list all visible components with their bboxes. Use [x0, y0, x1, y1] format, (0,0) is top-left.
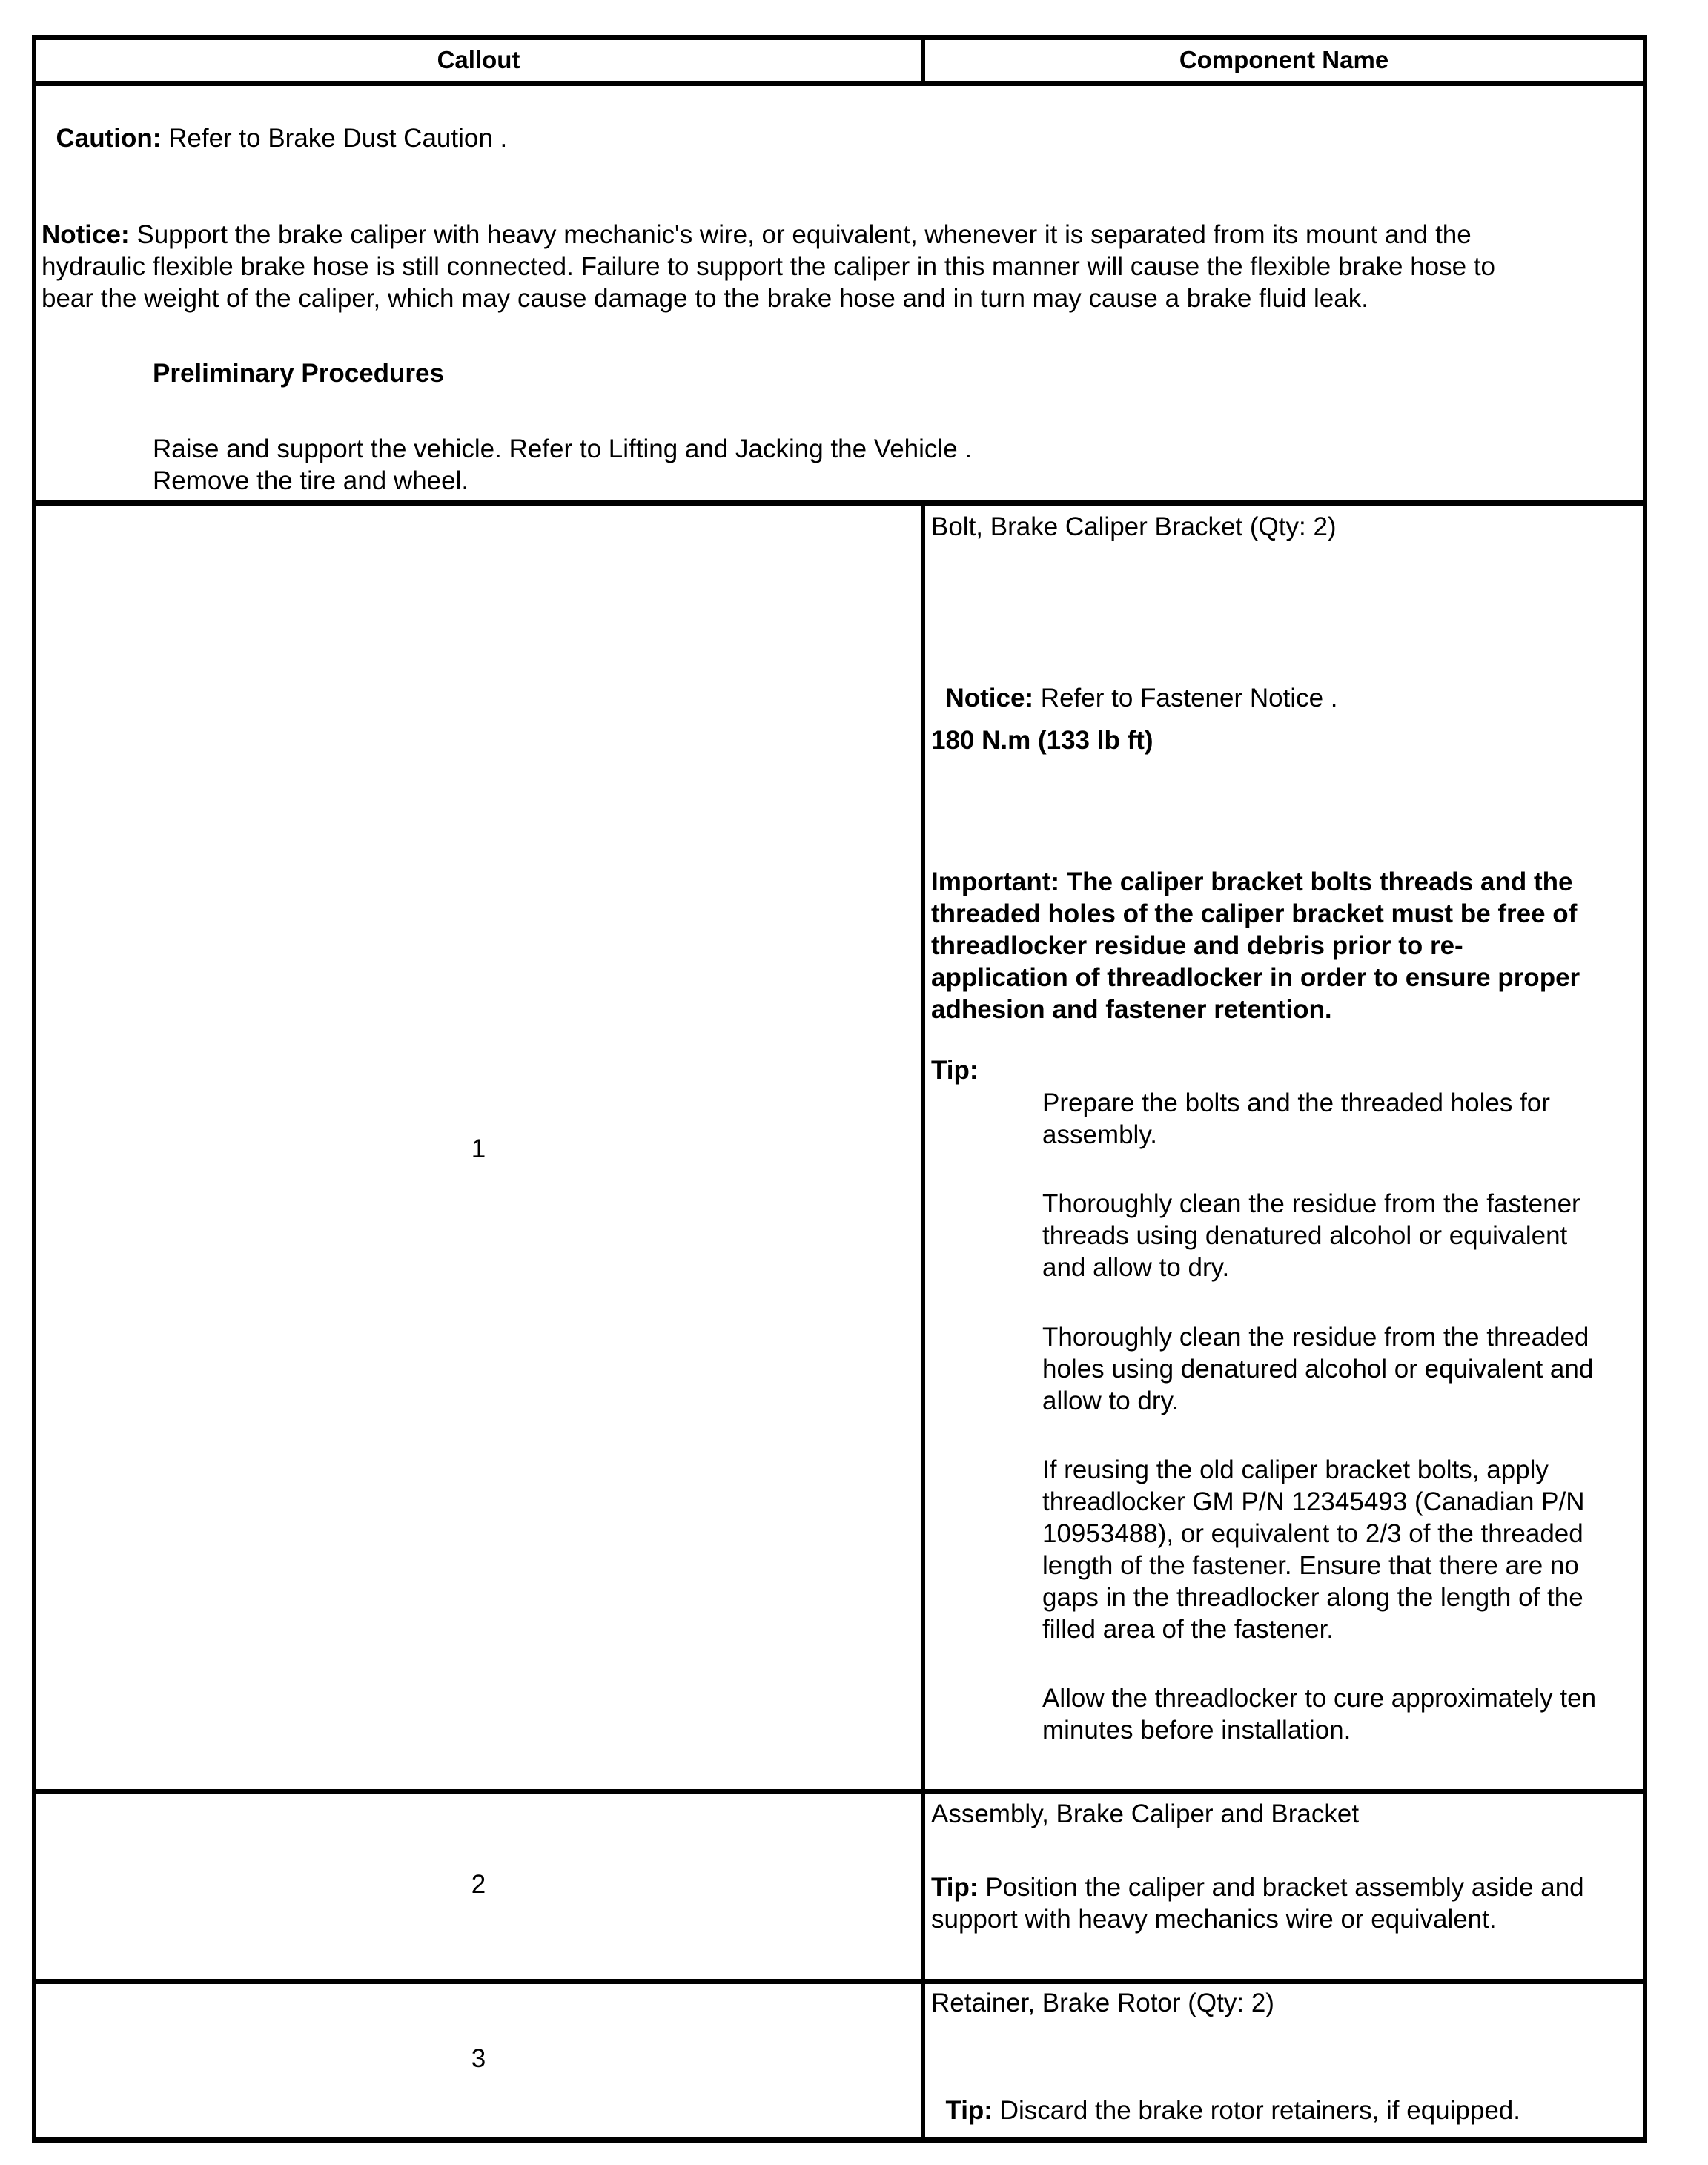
- intro-notice-line: hydraulic flexible brake hose is still connected. Failure to support the caliper in this manner will cause the flexible brake hose to: [42, 252, 1496, 281]
- tip-line: filled area of the fastener.: [1042, 1615, 1334, 1644]
- tip-line: threads using denatured alcohol or equivalent: [1042, 1221, 1568, 1250]
- torque-spec: 180 N.m (133 lb ft): [931, 726, 1153, 755]
- tip-item: [1042, 1682, 1596, 1746]
- caution-line: [42, 90, 507, 154]
- tip-line: Prepare the bolts and the threaded holes for: [1042, 1088, 1550, 1117]
- caution-text: Refer to Brake Dust Caution .: [161, 124, 508, 153]
- row-1-bottom-border: [32, 1789, 1647, 1794]
- tip-line: holes using denatured alcohol or equivalent and: [1042, 1355, 1594, 1384]
- tip-line: gaps in the threadlocker along the length of the: [1042, 1583, 1583, 1612]
- component-name-1: Bolt, Brake Caliper Bracket (Qty: 2): [931, 512, 1337, 541]
- table-left-border: [32, 35, 36, 2143]
- tip-line: support with heavy mechanics wire or equivalent.: [931, 1905, 1497, 1934]
- column-divider-body: [921, 500, 925, 2143]
- intro-notice-line: bear the weight of the caliper, which may cause damage to the brake hose and in turn may cause a brake fluid leak.: [42, 284, 1368, 313]
- header-callout: Callout: [437, 46, 520, 73]
- row1-notice-label: Notice:: [945, 684, 1034, 713]
- header-bottom-border: [32, 81, 1647, 86]
- tip-line: threadlocker GM P/N 12345493 (Canadian P/N: [1042, 1487, 1585, 1516]
- preliminary-steps: [153, 433, 972, 497]
- row1-tip-label: Tip:: [931, 1056, 979, 1085]
- preliminary-step: Remove the tire and wheel.: [153, 466, 469, 495]
- tip-line: 10953488), or equivalent to 2/3 of the threaded: [1042, 1519, 1583, 1548]
- row1-notice: [931, 650, 1338, 714]
- tip-line: allow to dry.: [1042, 1386, 1179, 1415]
- intro-notice-label: Notice:: [42, 220, 130, 249]
- tip-line: Thoroughly clean the residue from the threaded: [1042, 1323, 1589, 1352]
- important-note: [931, 866, 1580, 1025]
- tip-line: Thoroughly clean the residue from the fastener: [1042, 1189, 1580, 1218]
- table-top-border: [32, 35, 1647, 40]
- tip-item: [1042, 1454, 1585, 1645]
- important-line: threaded holes of the caliper bracket must be free of: [931, 899, 1578, 928]
- tip-line: Allow the threadlocker to cure approximately ten: [1042, 1684, 1597, 1713]
- header-component-name: Component Name: [1179, 46, 1389, 73]
- row2-tip: [931, 1871, 1584, 1935]
- row-2-bottom-border: [32, 1979, 1647, 1984]
- caution-label: Caution:: [56, 124, 162, 153]
- tip-line: length of the fastener. Ensure that there are no: [1042, 1551, 1579, 1580]
- intro-notice-line: Support the brake caliper with heavy mechanic's wire, or equivalent, whenever it is separated from its mount and the: [129, 220, 1472, 249]
- tip-line: assembly.: [1042, 1120, 1157, 1149]
- component-name-2: Assembly, Brake Caliper and Bracket: [931, 1799, 1360, 1828]
- preliminary-step: Raise and support the vehicle. Refer to Lifting and Jacking the Vehicle .: [153, 434, 973, 463]
- tip-line: Position the caliper and bracket assembly aside and: [978, 1873, 1584, 1902]
- row3-tip: [931, 2063, 1520, 2126]
- table-right-border: [1643, 35, 1647, 2143]
- row3-tip-label: Tip:: [945, 2096, 993, 2125]
- tip-line: minutes before installation.: [1042, 1716, 1351, 1745]
- tip-line: and allow to dry.: [1042, 1253, 1230, 1282]
- intro-bottom-border: [32, 500, 1647, 506]
- callout-number-1: 1: [471, 1134, 486, 1163]
- row2-tip-label: Tip:: [931, 1873, 979, 1902]
- important-line: application of threadlocker in order to ensure proper: [931, 963, 1580, 992]
- table-bottom-border: [32, 2137, 1647, 2143]
- callout-number-3: 3: [471, 2044, 486, 2073]
- preliminary-procedures-heading: Preliminary Procedures: [153, 359, 444, 388]
- callout-number-2: 2: [471, 1870, 486, 1899]
- tip-line: If reusing the old caliper bracket bolts, apply: [1042, 1455, 1549, 1484]
- row1-notice-text: Refer to Fastener Notice .: [1033, 684, 1338, 713]
- intro-notice: [42, 219, 1495, 314]
- tip-item: [1042, 1087, 1550, 1151]
- important-line: threadlocker residue and debris prior to re-: [931, 931, 1463, 960]
- tip-item: [1042, 1188, 1580, 1283]
- row3-tip-text: Discard the brake rotor retainers, if equipped.: [992, 2096, 1520, 2125]
- component-name-3: Retainer, Brake Rotor (Qty: 2): [931, 1989, 1274, 2017]
- important-line: adhesion and fastener retention.: [931, 995, 1332, 1024]
- important-line: Important: The caliper bracket bolts threads and the: [931, 867, 1573, 896]
- tip-item: [1042, 1321, 1593, 1417]
